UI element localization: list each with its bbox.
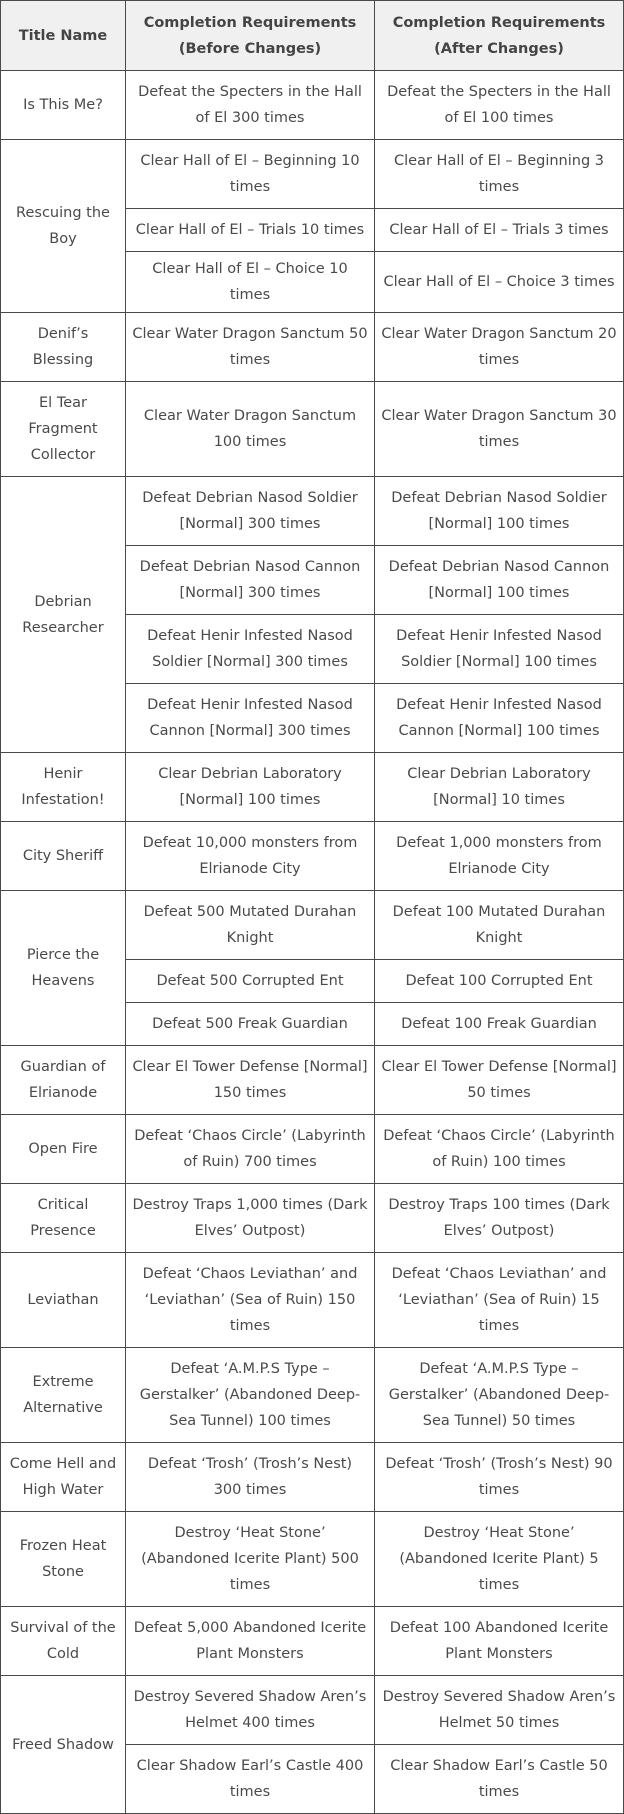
before-cell: Clear Water Dragon Sanctum 50 times [126, 313, 375, 382]
header-title-name: Title Name [1, 1, 126, 71]
after-cell: Defeat 100 Abandoned Icerite Plant Monsters [375, 1607, 624, 1676]
table-row [1, 1253, 624, 1348]
after-cell: Destroy Severed Shadow Aren’s Helmet 50 times [375, 1676, 624, 1745]
table-row [1, 753, 624, 822]
after-cell: Defeat ‘Chaos Circle’ (Labyrinth of Ruin) 100 times [375, 1115, 624, 1184]
after-cell: Clear Hall of El – Trials 3 times [375, 209, 624, 252]
table-row [1, 140, 624, 209]
before-cell: Defeat the Specters in the Hall of El 300 times [126, 71, 375, 140]
title-name-cell: Guardian of Elrianode [1, 1046, 126, 1115]
after-cell: Defeat 100 Mutated Durahan Knight [375, 891, 624, 960]
before-cell: Clear El Tower Defense [Normal] 150 times [126, 1046, 375, 1115]
before-cell: Defeat 5,000 Abandoned Icerite Plant Monsters [126, 1607, 375, 1676]
before-cell: Defeat 500 Mutated Durahan Knight [126, 891, 375, 960]
title-name-cell: Freed Shadow [1, 1676, 126, 1814]
after-cell: Defeat ‘Trosh’ (Trosh’s Nest) 90 times [375, 1443, 624, 1512]
table-row [1, 891, 624, 960]
before-cell: Defeat ‘Trosh’ (Trosh’s Nest) 300 times [126, 1443, 375, 1512]
after-cell: Defeat 100 Freak Guardian [375, 1003, 624, 1046]
before-cell: Destroy Severed Shadow Aren’s Helmet 400 times [126, 1676, 375, 1745]
before-cell: Defeat ‘Chaos Leviathan’ and ‘Leviathan’ (Sea of Ruin) 150 times [126, 1253, 375, 1348]
before-cell: Defeat Debrian Nasod Soldier [Normal] 300 times [126, 477, 375, 546]
table-row [1, 1512, 624, 1607]
title-name-cell: City Sheriff [1, 822, 126, 891]
table-row [1, 822, 624, 891]
table-row [1, 1676, 624, 1745]
header-before-changes: Completion Requirements (Before Changes) [126, 1, 375, 71]
title-name-cell: Denif’s Blessing [1, 313, 126, 382]
title-name-cell: Pierce the Heavens [1, 891, 126, 1046]
before-cell: Defeat 500 Freak Guardian [126, 1003, 375, 1046]
after-cell: Defeat ‘A.M.P.S Type – Gerstalker’ (Abandoned Deep-Sea Tunnel) 50 times [375, 1348, 624, 1443]
after-cell: Clear El Tower Defense [Normal] 50 times [375, 1046, 624, 1115]
table-row [1, 313, 624, 382]
after-cell: Clear Water Dragon Sanctum 20 times [375, 313, 624, 382]
before-cell: Defeat Henir Infested Nasod Cannon [Normal] 300 times [126, 684, 375, 753]
after-cell: Clear Water Dragon Sanctum 30 times [375, 382, 624, 477]
before-cell: Clear Debrian Laboratory [Normal] 100 times [126, 753, 375, 822]
title-name-cell: Is This Me? [1, 71, 126, 140]
after-cell: Defeat the Specters in the Hall of El 100 times [375, 71, 624, 140]
before-cell: Clear Shadow Earl’s Castle 400 times [126, 1745, 375, 1814]
title-name-cell: Henir Infestation! [1, 753, 126, 822]
before-cell: Clear Hall of El – Trials 10 times [126, 209, 375, 252]
table-row [1, 1348, 624, 1443]
table-row [1, 1184, 624, 1253]
table-row [1, 1607, 624, 1676]
title-name-cell: Critical Presence [1, 1184, 126, 1253]
header-after-changes: Completion Requirements (After Changes) [375, 1, 624, 71]
table-row [1, 1046, 624, 1115]
before-cell: Destroy ‘Heat Stone’ (Abandoned Icerite Plant) 500 times [126, 1512, 375, 1607]
after-cell: Defeat Henir Infested Nasod Cannon [Normal] 100 times [375, 684, 624, 753]
before-cell: Defeat ‘Chaos Circle’ (Labyrinth of Ruin) 700 times [126, 1115, 375, 1184]
after-cell: Defeat 100 Corrupted Ent [375, 960, 624, 1003]
title-name-cell: Debrian Researcher [1, 477, 126, 753]
after-cell: Destroy Traps 100 times (Dark Elves’ Outpost) [375, 1184, 624, 1253]
before-cell: Clear Hall of El – Choice 10 times [126, 252, 375, 313]
title-name-cell: Come Hell and High Water [1, 1443, 126, 1512]
after-cell: Destroy ‘Heat Stone’ (Abandoned Icerite Plant) 5 times [375, 1512, 624, 1607]
title-name-cell: Rescuing the Boy [1, 140, 126, 313]
before-cell: Defeat ‘A.M.P.S Type – Gerstalker’ (Abandoned Deep-Sea Tunnel) 100 times [126, 1348, 375, 1443]
after-cell: Clear Hall of El – Beginning 3 times [375, 140, 624, 209]
after-cell: Clear Hall of El – Choice 3 times [375, 252, 624, 313]
before-cell: Defeat 10,000 monsters from Elrianode City [126, 822, 375, 891]
header-row [1, 1, 624, 71]
table-row [1, 477, 624, 546]
table-row [1, 1443, 624, 1512]
table-row [1, 1115, 624, 1184]
after-cell: Defeat Debrian Nasod Cannon [Normal] 100 times [375, 546, 624, 615]
title-name-cell: Extreme Alternative [1, 1348, 126, 1443]
title-name-cell: Frozen Heat Stone [1, 1512, 126, 1607]
before-cell: Destroy Traps 1,000 times (Dark Elves’ Outpost) [126, 1184, 375, 1253]
before-cell: Defeat Debrian Nasod Cannon [Normal] 300 times [126, 546, 375, 615]
table-row [1, 382, 624, 477]
before-cell: Clear Hall of El – Beginning 10 times [126, 140, 375, 209]
title-name-cell: El Tear Fragment Collector [1, 382, 126, 477]
title-name-cell: Survival of the Cold [1, 1607, 126, 1676]
after-cell: Clear Shadow Earl’s Castle 50 times [375, 1745, 624, 1814]
after-cell: Defeat Henir Infested Nasod Soldier [Normal] 100 times [375, 615, 624, 684]
after-cell: Clear Debrian Laboratory [Normal] 10 times [375, 753, 624, 822]
title-name-cell: Leviathan [1, 1253, 126, 1348]
after-cell: Defeat 1,000 monsters from Elrianode City [375, 822, 624, 891]
before-cell: Clear Water Dragon Sanctum 100 times [126, 382, 375, 477]
after-cell: Defeat Debrian Nasod Soldier [Normal] 100 times [375, 477, 624, 546]
before-cell: Defeat Henir Infested Nasod Soldier [Normal] 300 times [126, 615, 375, 684]
after-cell: Defeat ‘Chaos Leviathan’ and ‘Leviathan’ (Sea of Ruin) 15 times [375, 1253, 624, 1348]
title-name-cell: Open Fire [1, 1115, 126, 1184]
before-cell: Defeat 500 Corrupted Ent [126, 960, 375, 1003]
table-row [1, 71, 624, 140]
